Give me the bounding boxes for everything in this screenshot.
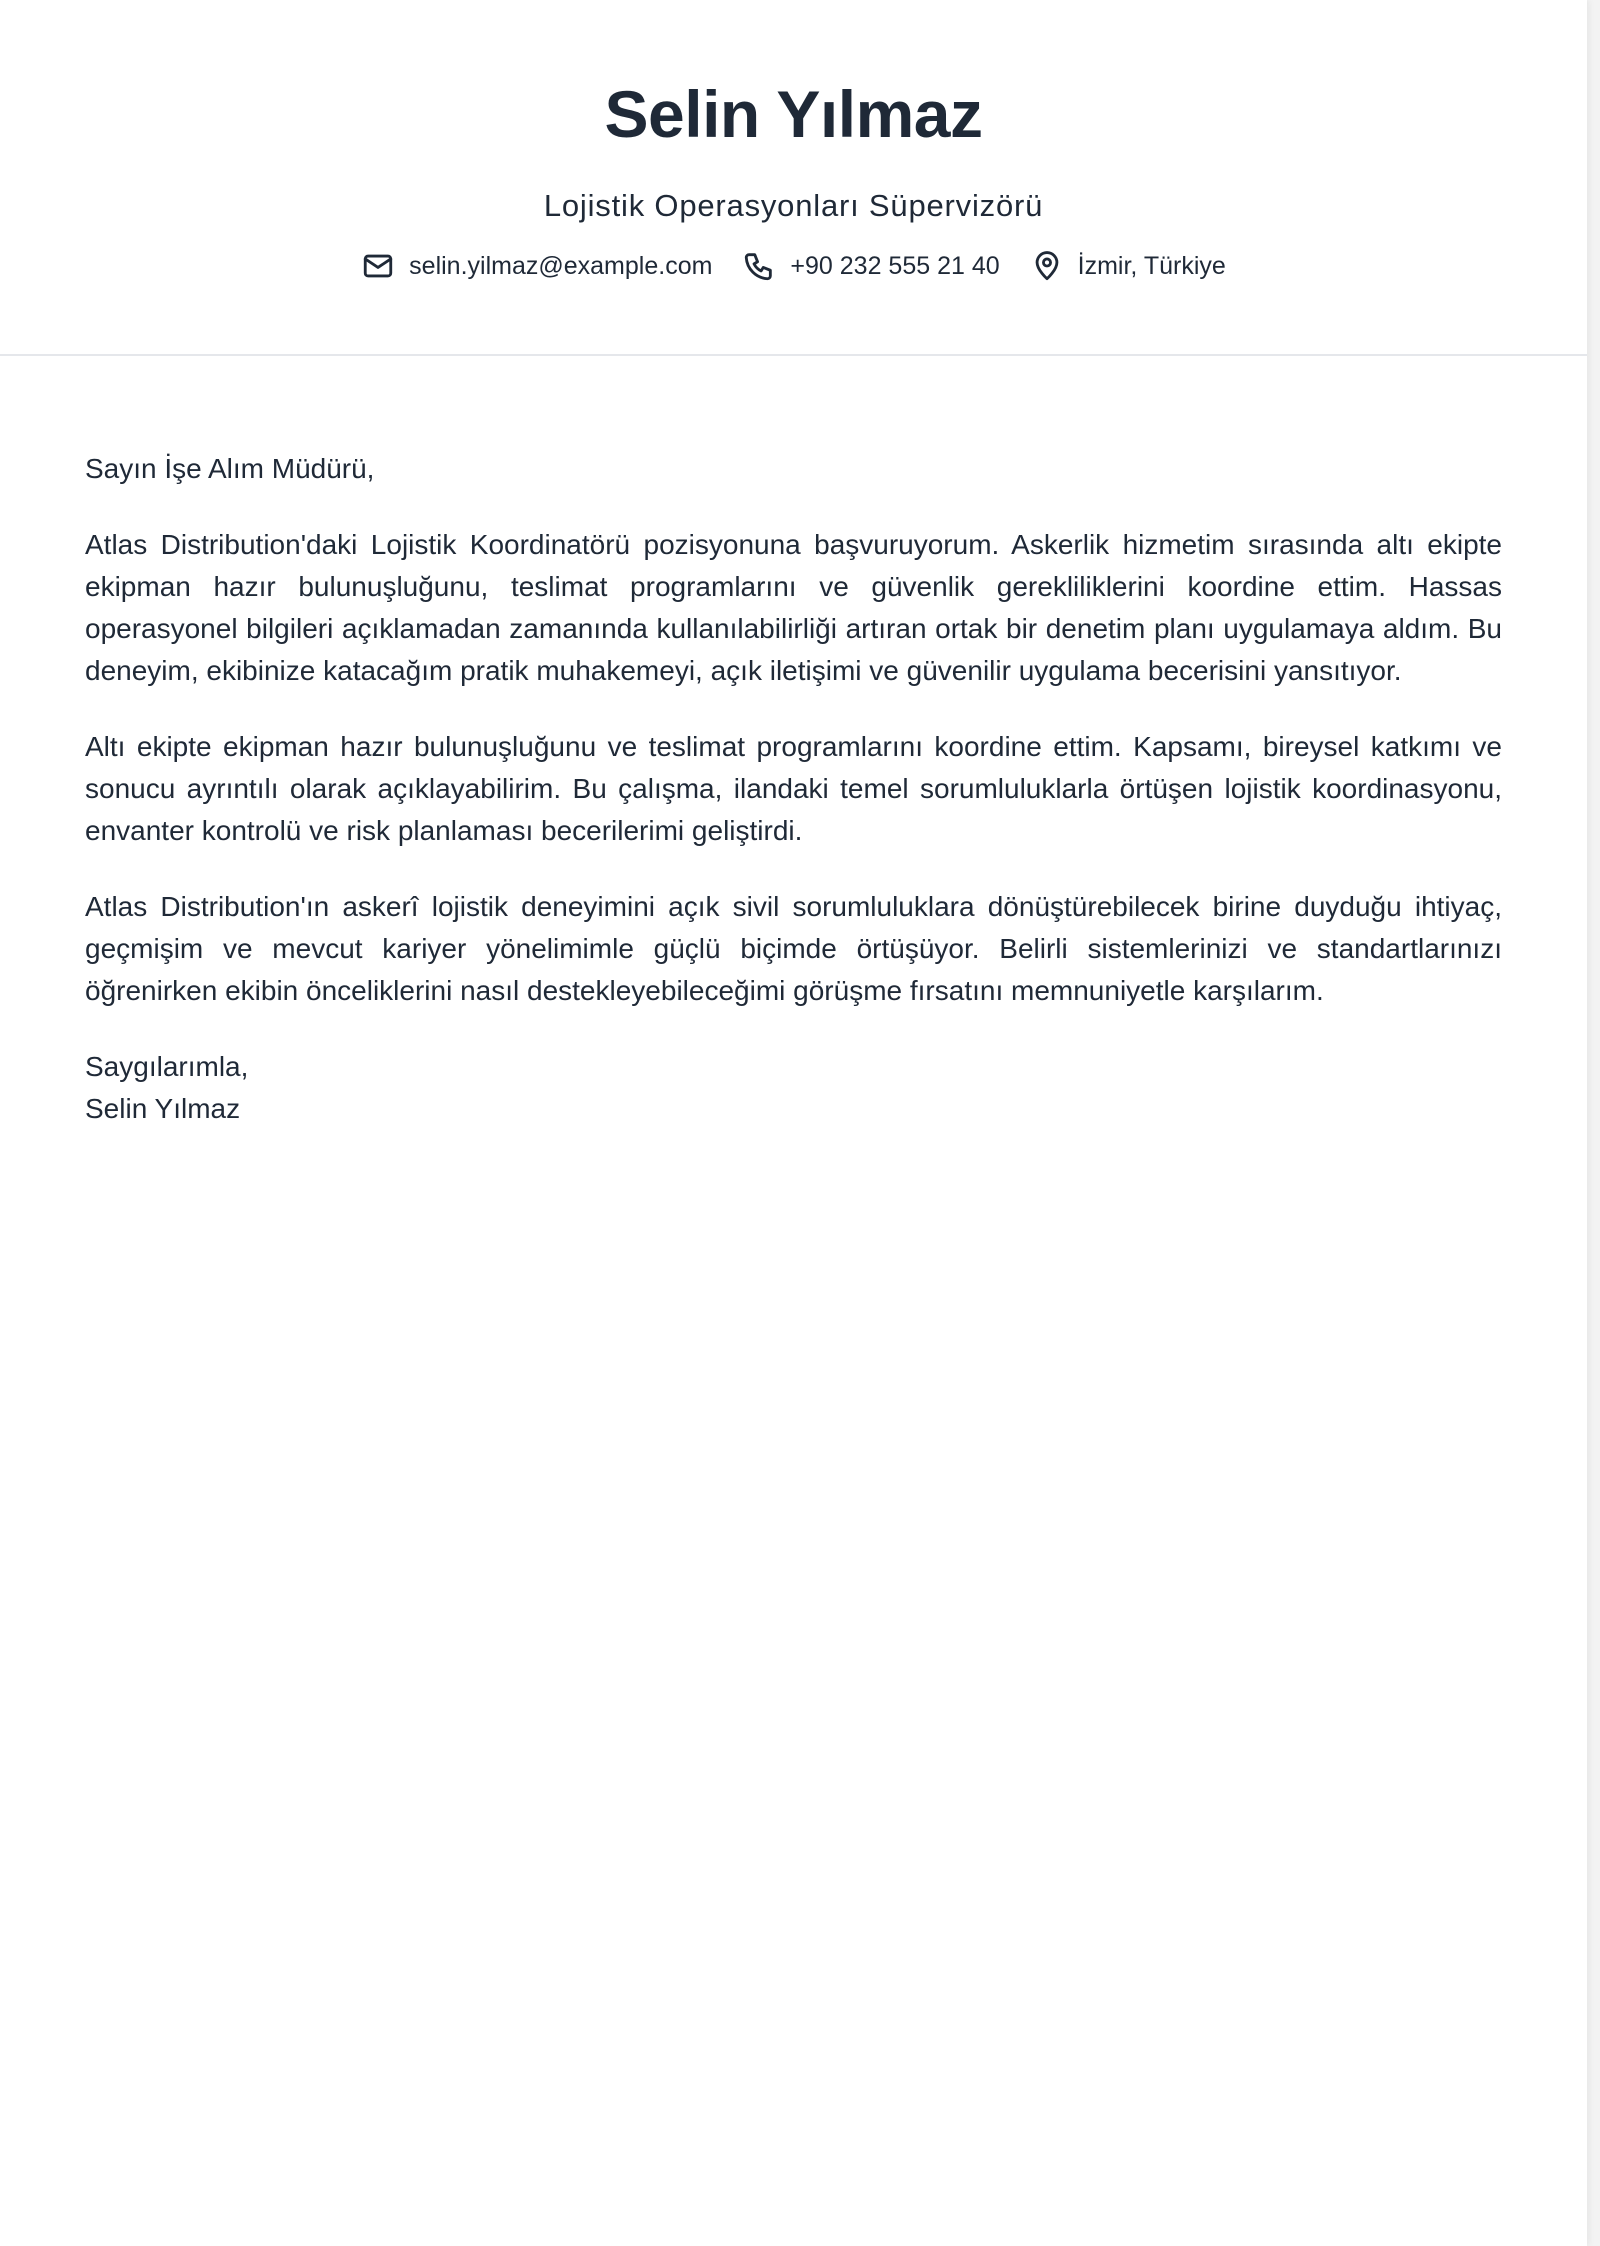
contact-info [0, 249, 1587, 283]
map-pin-icon [1030, 249, 1064, 283]
salutation: Sayın İşe Alım Müdürü, [85, 453, 375, 484]
applicant-role: Lojistik Operasyonları Süpervizörü [543, 188, 1044, 223]
contact-location [1030, 249, 1226, 283]
email-text[interactable]: selin.yilmaz@example.com [409, 252, 713, 280]
body-paragraph: Altı ekipte ekipman hazır bulunuşluğunu ve teslimat programlarını koordine ettim. Kapsamı, bireysel katkımı ve sonucu ayrıntılı olarak açıklayabilirim. Bu çalışma, ilandaki temel sorumluluklarla örtüşen lojistik koordinasyonu, envanter kontrolü ve risk planlaması becerilerimi geliştirdi. [85, 731, 1502, 846]
letter-body [0, 356, 1587, 1130]
signature: Selin Yılmaz [85, 1093, 241, 1124]
closing: Saygılarımla, [85, 1051, 249, 1082]
applicant-name: Selin Yılmaz [604, 77, 983, 151]
body-paragraph: Atlas Distribution'ın askerî lojistik deneyimini açık sivil sorumluluklara dönüştürebilecek birine duyduğu ihtiyaç, geçmişim ve mevcut kariyer yönelimimle güçlü biçimde örtüşüyor. Belirli sistemlerinizi ve standartlarınızı öğrenirken ekibin önceliklerini nasıl destekleyebileceğimi görüşme fırsatını memnuniyetle karşılarım. [85, 891, 1502, 1006]
phone-icon [742, 249, 776, 283]
body-paragraph: Atlas Distribution'daki Lojistik Koordinatörü pozisyonuna başvuruyorum. Askerlik hizmetim sırasında altı ekipte ekipman hazır bulunuşluğunu, teslimat programlarını ve güvenlik gerekliliklerini koordine ettim. Hassas operasyonel bilgileri açıklamadan zamanında kullanılabilirliği artıran ortak bir denetim planı uygulamaya aldım. Bu deneyim, ekibinize katacağım pratik muhakemeyi, açık iletişimi ve güvenilir uygulama becerisini yansıtıyor. [85, 529, 1502, 686]
letter-header [0, 0, 1587, 356]
contact-email [361, 249, 712, 283]
phone-text[interactable]: +90 232 555 21 40 [790, 252, 1000, 280]
location-text: İzmir, Türkiye [1077, 252, 1226, 280]
contact-phone [742, 249, 999, 283]
mail-icon [361, 249, 395, 283]
